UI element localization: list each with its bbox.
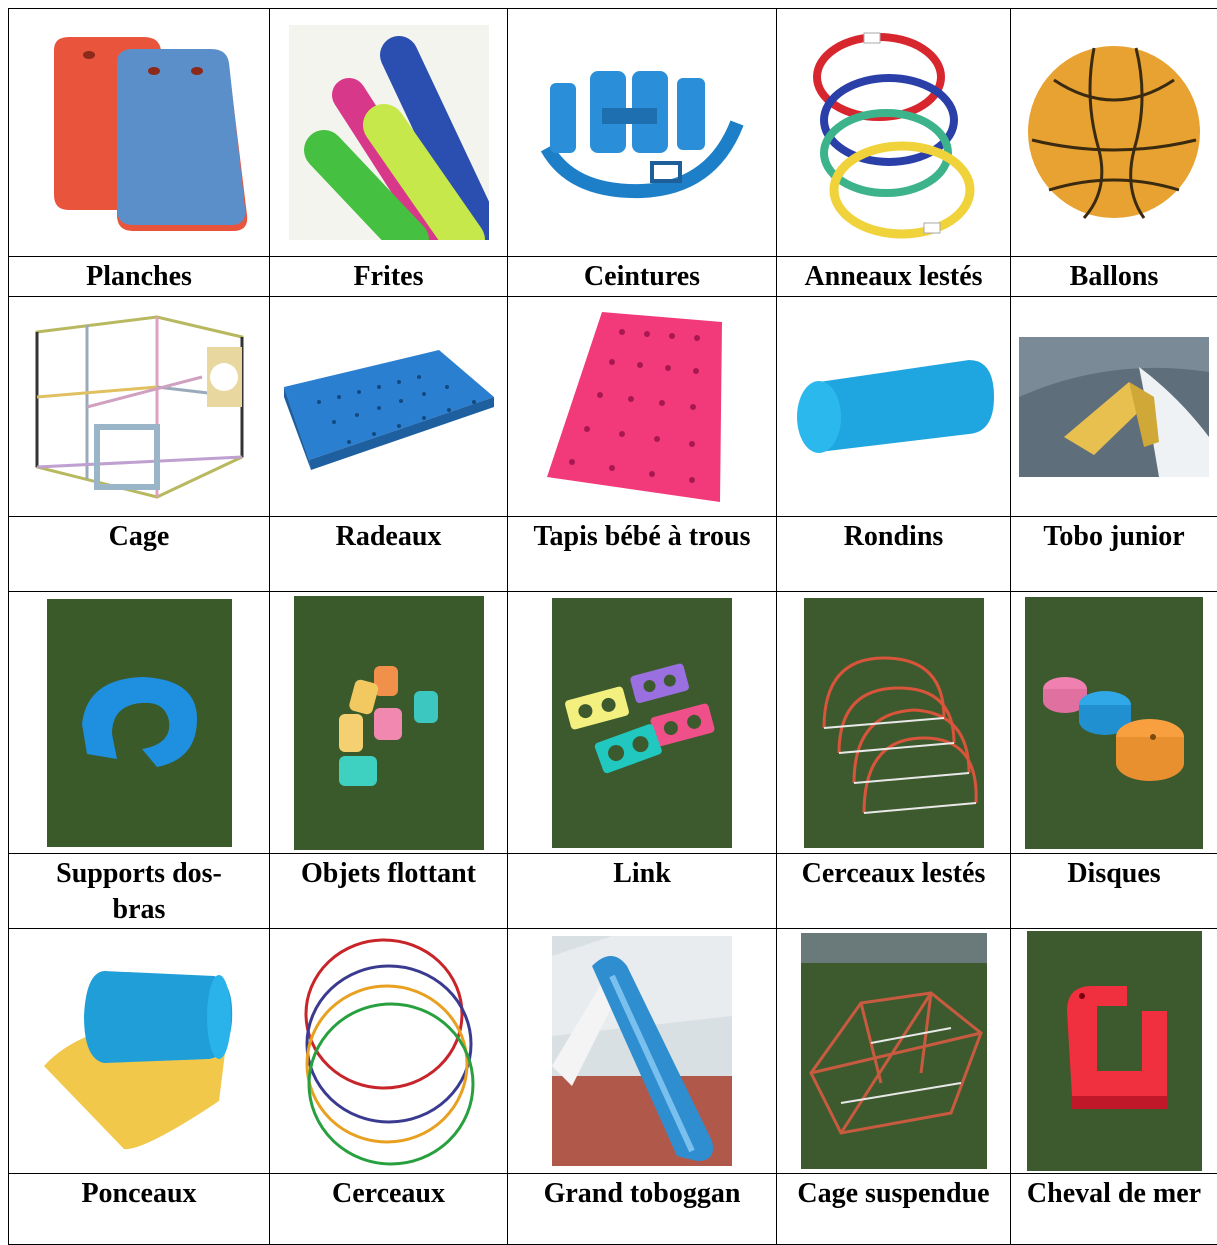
weighted-rings-icon bbox=[804, 25, 984, 240]
label-anneaux-lestes: Anneaux lestés bbox=[777, 257, 1011, 297]
cell-cerceaux-lestes-image bbox=[777, 592, 1011, 854]
perforated-baby-mat-icon bbox=[542, 307, 742, 507]
cell-supports-image bbox=[9, 592, 270, 854]
foam-log-icon bbox=[789, 352, 999, 462]
label-supports-dos-bras: Supports dos- bras bbox=[9, 854, 270, 929]
label-cheval-de-mer: Cheval de mer bbox=[1011, 1174, 1217, 1245]
cell-link-image bbox=[508, 592, 777, 854]
link-blocks-icon bbox=[552, 598, 732, 848]
cell-cage-suspendue-image bbox=[777, 929, 1011, 1174]
cell-tobo-image bbox=[1011, 297, 1217, 517]
cell-tapis-image bbox=[508, 297, 777, 517]
suspended-cage-icon bbox=[801, 933, 987, 1169]
hoops-icon bbox=[299, 934, 479, 1169]
label-row-2 bbox=[9, 517, 1217, 592]
foam-raft-icon bbox=[279, 342, 499, 472]
cell-disques-image bbox=[1011, 592, 1217, 854]
cell-ballons-image bbox=[1011, 9, 1217, 257]
label-tapis-bebe: Tapis bébé à trous bbox=[508, 517, 777, 592]
image-row-4 bbox=[9, 929, 1217, 1174]
cell-grand-toboggan-image bbox=[508, 929, 777, 1174]
culvert-tunnel-icon bbox=[34, 951, 244, 1151]
label-cerceaux: Cerceaux bbox=[270, 1174, 508, 1245]
big-slide-icon bbox=[552, 936, 732, 1166]
image-row-1 bbox=[9, 9, 1217, 257]
label-frites: Frites bbox=[270, 257, 508, 297]
label-tobo-junior: Tobo junior bbox=[1011, 517, 1217, 592]
image-row-2 bbox=[9, 297, 1217, 517]
label-radeaux: Radeaux bbox=[270, 517, 508, 592]
label-planches: Planches bbox=[9, 257, 270, 297]
cell-planches-image bbox=[9, 9, 270, 257]
cell-anneaux-image bbox=[777, 9, 1011, 257]
cell-radeaux-image bbox=[270, 297, 508, 517]
label-row-4 bbox=[9, 1174, 1217, 1245]
label-objets-flottant: Objets flottant bbox=[270, 854, 508, 929]
cell-rondins-image bbox=[777, 297, 1011, 517]
cell-frites-image bbox=[270, 9, 508, 257]
label-ballons: Ballons bbox=[1011, 257, 1217, 297]
cell-ceintures-image bbox=[508, 9, 777, 257]
pool-noodles-icon bbox=[289, 25, 489, 240]
label-rondins: Rondins bbox=[777, 517, 1011, 592]
cell-cheval-de-mer-image bbox=[1011, 929, 1217, 1174]
label-row-1 bbox=[9, 257, 1217, 297]
junior-slide-icon bbox=[1019, 337, 1209, 477]
cell-cage-image bbox=[9, 297, 270, 517]
label-ponceaux: Ponceaux bbox=[9, 1174, 270, 1245]
water-polo-ball-icon bbox=[1024, 40, 1204, 225]
label-row-3 bbox=[9, 854, 1217, 929]
label-cage-suspendue: Cage suspendue bbox=[777, 1174, 1011, 1245]
sea-horse-foam-icon bbox=[1027, 931, 1202, 1171]
label-cage: Cage bbox=[9, 517, 270, 592]
back-arm-support-icon bbox=[47, 599, 232, 847]
cell-ponceaux-image bbox=[9, 929, 270, 1174]
floating-objects-icon bbox=[294, 596, 484, 850]
label-disques: Disques bbox=[1011, 854, 1217, 929]
image-row-3 bbox=[9, 592, 1217, 854]
kickboard-pair-icon bbox=[29, 25, 249, 240]
foam-discs-icon bbox=[1025, 597, 1203, 849]
label-ceintures: Ceintures bbox=[508, 257, 777, 297]
label-grand-toboggan: Grand toboggan bbox=[508, 1174, 777, 1245]
label-link: Link bbox=[508, 854, 777, 929]
weighted-hoops-arches-icon bbox=[804, 598, 984, 848]
label-cerceaux-lestes: Cerceaux lestés bbox=[777, 854, 1011, 929]
swim-belt-icon bbox=[532, 53, 752, 213]
climbing-cage-icon bbox=[27, 307, 252, 507]
cell-objets-image bbox=[270, 592, 508, 854]
cell-cerceaux-image bbox=[270, 929, 508, 1174]
equipment-table bbox=[8, 8, 1217, 1245]
